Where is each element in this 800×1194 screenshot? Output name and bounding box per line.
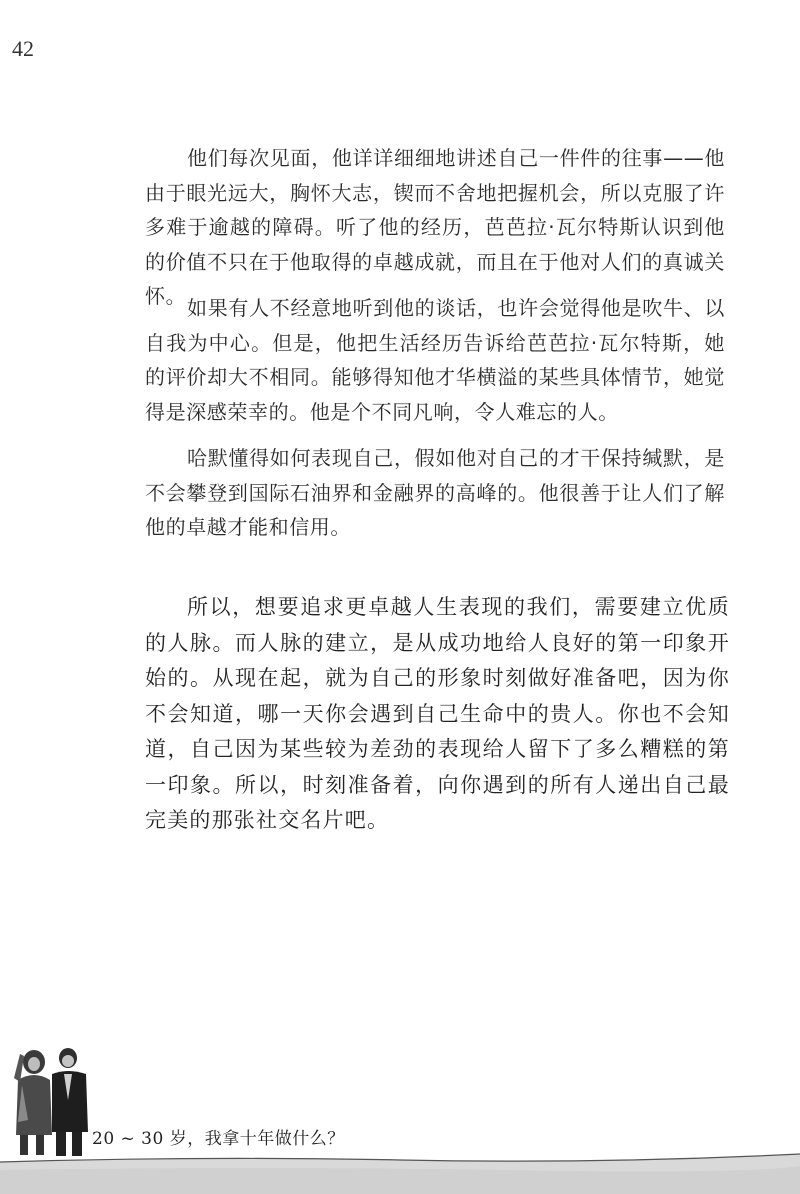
page-number: 42 bbox=[12, 36, 34, 61]
body-paragraph: 哈默懂得如何表现自己，假如他对自己的才干保持缄默，是不会攀登到国际石油界和金融界的高峰的。他很善于让人们了解他的卓越才能和信用。 bbox=[145, 446, 725, 539]
body-paragraph: 他们每次见面，他详详细细地讲述自己一件件的往事——他由于眼光远大，胸怀大志，锲而不舍地把握机会，所以克服了许多难于逾越的障碍。听了他的经历，芭芭拉·瓦尔特斯认识到他的价值不只在于他取得的卓越成就，而且在于他对人们的真诚关怀。 bbox=[145, 146, 725, 308]
body-paragraph: 如果有人不经意地听到他的谈话，也许会觉得他是吹牛、以自我为中心。但是，他把生活经历告诉给芭芭拉·瓦尔特斯，她的评价却大不相同。能够得知他才华横溢的某些具体情节，她觉得是深感荣幸的。他是个不同凡响，令人难忘的人。 bbox=[145, 296, 725, 424]
conclusion-paragraph: 所以，想要追求更卓越人生表现的我们，需要建立优质的人脉。而人脉的建立，是从成功地给人良好的第一印象开始的。从现在起，就为自己的形象时刻做好准备吧，因为你不会知道，哪一天你会遇到自己生命中的贵人。你也不会知道，自己因为某些较为差劲的表现给人留下了多么糟糕的第一印象。所以，时刻准备着，向你遇到的所有人递出自己最完美的那张社交名片吧。 bbox=[145, 595, 730, 832]
footer-book-title: 20 ~ 30 岁，我拿十年做什么？ bbox=[92, 1129, 345, 1149]
